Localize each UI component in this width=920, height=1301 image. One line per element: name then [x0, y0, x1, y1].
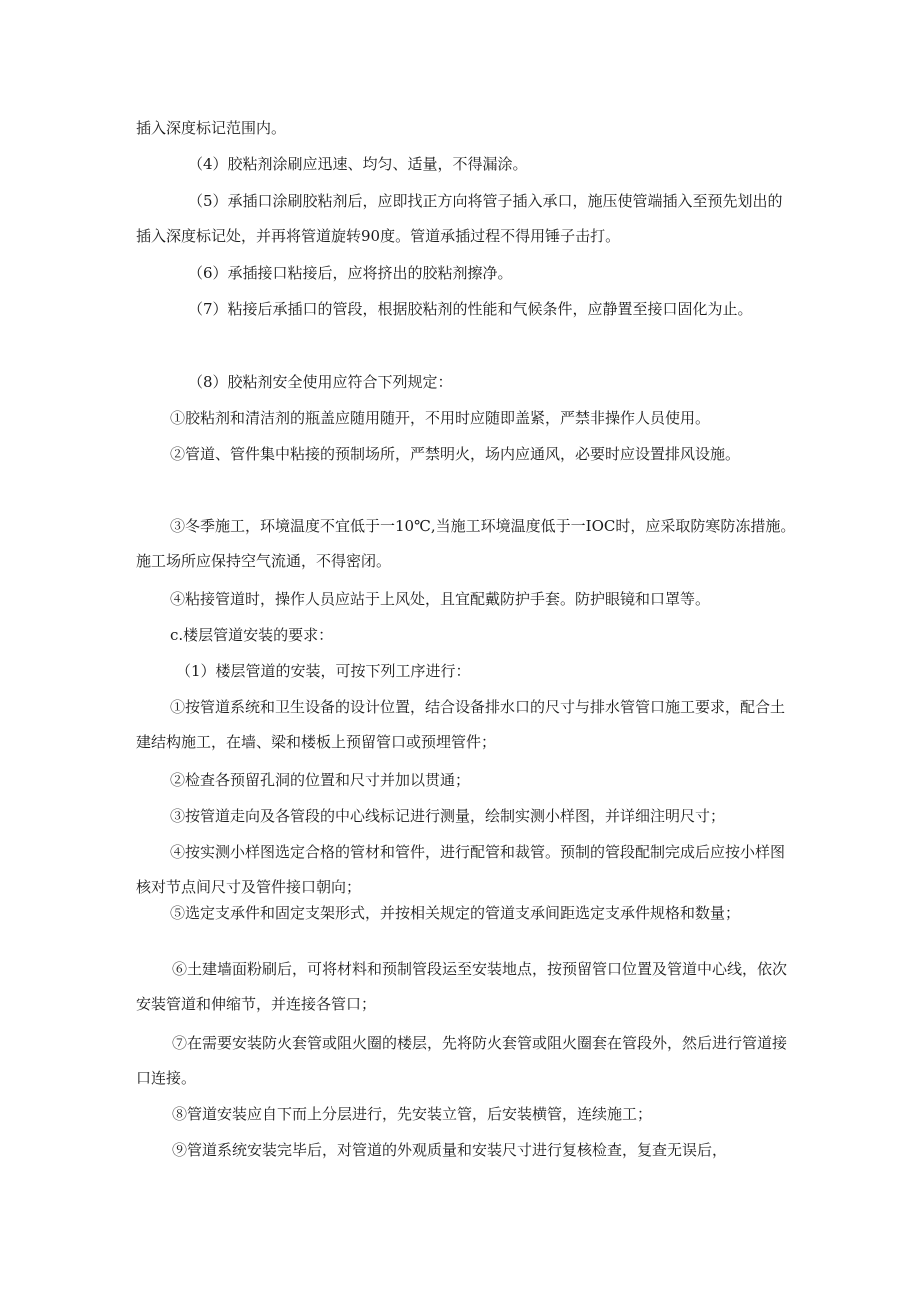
paragraph-item-6: （6）承插接口粘接后，应将挤出的胶粘剂擦净。 — [188, 264, 513, 282]
paragraph-continuation: 插入深度标记范围内。 — [136, 119, 287, 137]
step-1: ①按管道系统和卫生设备的设计位置，结合设备排水口的尺寸与排水管管口施工要求，配合土建结构施工，在墙、梁和楼板上预留管口或预埋管件； — [136, 698, 786, 751]
paragraph-rule-1: ①胶粘剂和清洁剂的瓶盖应随用随开，不用时应随即盖紧，严禁非操作人员使用。 — [170, 409, 711, 427]
paragraph-floor-1: （1）楼层管道的安装，可按下列工序进行： — [176, 662, 471, 680]
step-7: ⑦在需要安装防火套管或阻火圈的楼层，先将防火套管或阻火圈套在管段外，然后进行管道接口连接。 — [136, 1034, 788, 1087]
step-5: ⑤选定支承件和固定支架形式，并按相关规定的管道支承间距选定支承件规格和数量； — [170, 904, 741, 922]
paragraph-item-4: （4）胶粘剂涂刷应迅速、均匀、适量，不得漏涂。 — [188, 155, 528, 173]
step-6: ⑥土建墙面粉刷后，可将材料和预制管段运至安装地点，按预留管口位置及管道中心线，依次安装管道和伸缩节，并连接各管口； — [136, 960, 788, 1013]
step-2: ②检查各预留孔洞的位置和尺寸并加以贯通； — [170, 771, 471, 789]
paragraph-item-5: （5）承插口涂刷胶粘剂后，应即找正方向将管子插入承口，施压使管端插入至预先划出的插入深度标记处，并再将管道旋转90度。管道承插过程不得用锤子击打。 — [136, 192, 783, 245]
paragraph-item-8: （8）胶粘剂安全使用应符合下列规定： — [188, 373, 453, 391]
paragraph-item-7: （7）粘接后承插口的管段，根据胶粘剂的性能和气候条件，应静置至接口固化为止。 — [188, 300, 753, 318]
step-9: ⑨管道系统安装完毕后，对管道的外观质量和安装尺寸进行复核检查，复查无误后， — [172, 1141, 728, 1159]
step-4: ④按实测小样图选定合格的管材和管件，进行配管和裁管。预制的管段配制完成后应按小样图核对节点间尺寸及管件接口朝向； — [136, 843, 786, 896]
paragraph-rule-2: ②管道、管件集中粘接的预制场所，严禁明火，场内应通风，必要时应设置排风设施。 — [170, 445, 741, 463]
paragraph-rule-3: ③冬季施工，环境温度不宜低于一10℃,当施工环境温度低于一IOC时，应采取防寒防冻措施。施工场所应保持空气流通，不得密闭。 — [136, 517, 796, 570]
step-3: ③按管道走向及各管段的中心线标记进行测量，绘制实测小样图，并详细注明尺寸； — [170, 807, 726, 825]
paragraph-rule-4: ④粘接管道时，操作人员应站于上风处，且宜配戴防护手套。防护眼镜和口罩等。 — [170, 590, 711, 608]
section-heading-c: c.楼层管道安装的要求： — [170, 626, 334, 644]
step-8: ⑧管道安装应自下而上分层进行，先安装立管，后安装横管，连续施工； — [172, 1105, 653, 1123]
